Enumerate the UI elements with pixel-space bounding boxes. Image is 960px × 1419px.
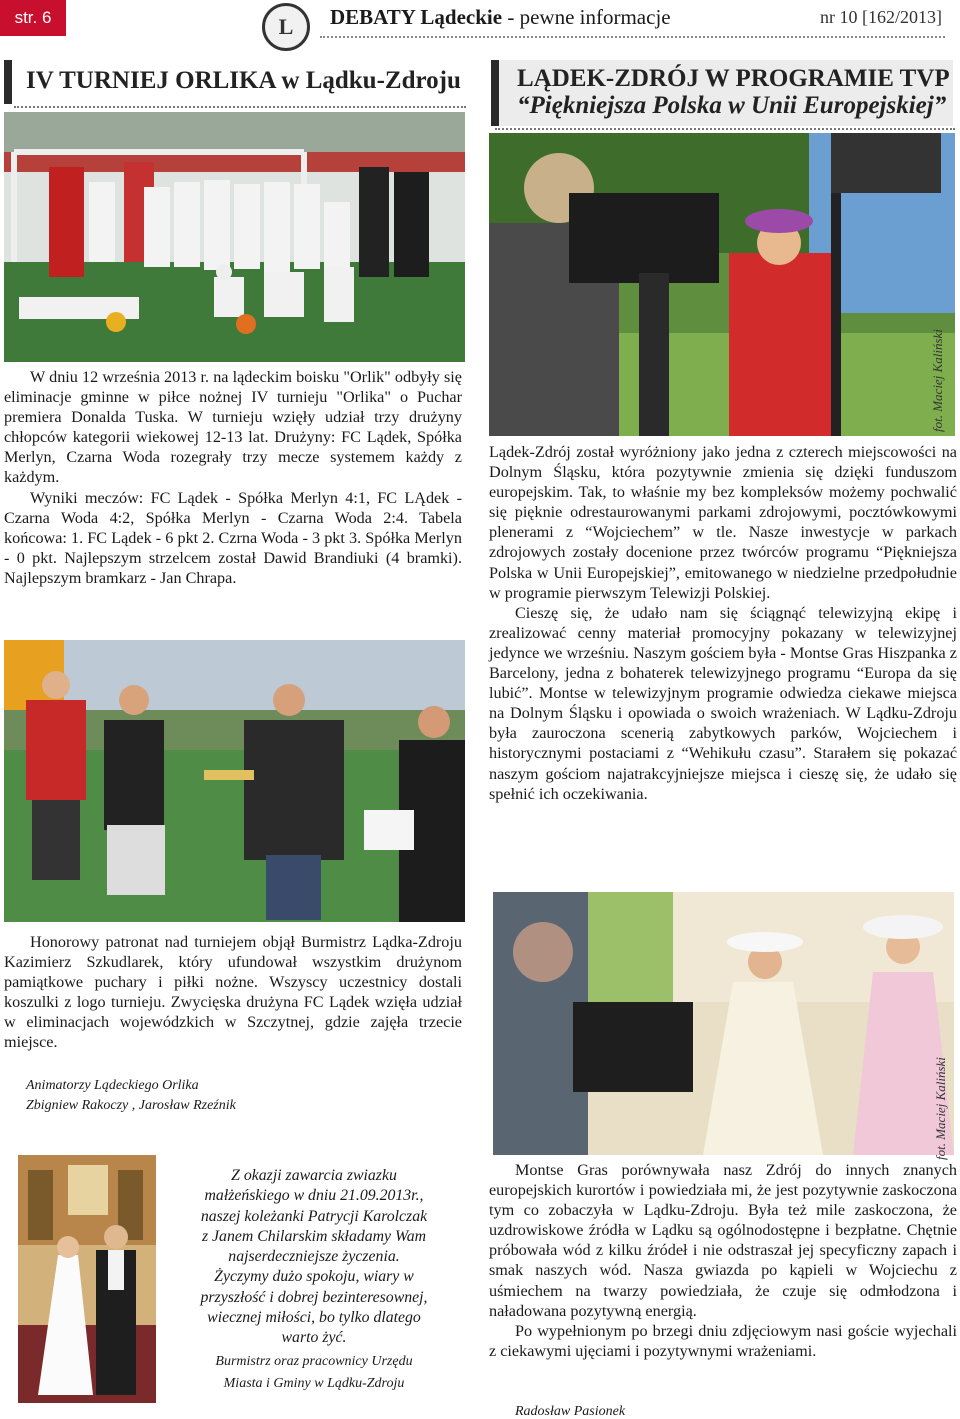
divider-left (14, 106, 466, 108)
photo-credit-2: fot. Maciej Kaliński (933, 1057, 948, 1160)
photo-award-ceremony (4, 640, 465, 922)
photo-team (4, 112, 465, 362)
wish-line-5: najserdeczniejsze życzenia. (228, 1248, 400, 1266)
orlik-text-bottom (4, 932, 462, 1053)
wish-signature-line-1: Burmistrz oraz pracownicy Urzędu (215, 1353, 413, 1369)
tvp-paragraph-1: Lądek-Zdrój został wyróżniony jako jedna z czterech miejscowości na Dolnym Śląsku, która pozytywnie zmienia się dzięki funduszom europejskim. Tak, to właśnie my bez kompleksów możemy pochwalić się pięknie odrestaurowanymi parkami zdrojowymi, pocztówkowymi plenerami z “Wojciechem” w tle. Nasze inwestycje w parkach zdrojowych zostały docenione przez twórców programu “Piękniejsza Polska w Unii Europejskiej”, emitowanego w niedzielne przedpołudnie w programie pierwszym Telewizji Polskiej. (489, 443, 957, 602)
wish-line-8: wiecznej miłości, bo tylko dlatego (207, 1309, 421, 1327)
tvp-author: Radosław Pasionek (515, 1404, 626, 1419)
photo-wedding (18, 1155, 156, 1403)
tvp-paragraph-4: Po wypełnionym po brzegi dniu zdjęciowym nasi goście wyjechali z ciekawymi ujęciami i pozytywnymi wrażeniami. (489, 1321, 957, 1360)
tvp-paragraph-2: Cieszę się, że udało nam się ściągnąć telewizyjną ekipę i zrealizować cenny materiał promocyjny pokazany w telewizyjnej jedynce we wrześniu. Naszym gościem była - Montse Gras Hiszpanka z Barcelony, jedna z bohaterek telewizyjnego programu “Europa da się lubić”. Montse w telewizyjnym programie odwiedza ciekawe miejsca na Dolnym Śląsku i opowiada o swoich wrażeniach. W Lądku-Zdroju była zauroczona scenerią zabytkowych parków, Wojciechem i historycznymi postaciami z “Wehikułu czasu”. Starałem się pokazać naszym gościom najatrakcyjniejsze miejsca i cieszę się, że udało się spełnić ich oczekiwania. (489, 603, 957, 803)
wish-line-4: z Janem Chilarskim składamy Wam (201, 1227, 427, 1245)
newspaper-logo: L (262, 3, 310, 51)
page-number: str. 6 (0, 0, 66, 36)
tvp-text-top (489, 442, 957, 804)
photo-historical-costumes (493, 892, 954, 1155)
orlik-paragraph-2: Wyniki meczów: FC Lądek - Spółka Merlyn 4:1, FC LĄdek - Czarna Woda 4:2, Spółka Merlyn - Czarna Woda 2:4. Tabela końcowa: 1. FC Lądek - 6 pkt 2. Czrna Woda - 3 pkt 3. Spółka Merlyn - 0 pkt. Najlepszym strzelcem został Dawid Brandiuki (4 bramki). Najlepszym bramkarz - Jan Chrapa. (4, 488, 462, 587)
newspaper-name: DEBATY Lądeckie (330, 5, 503, 29)
page-header (0, 0, 960, 40)
issue-number: nr 10 [162/2013] (820, 7, 942, 27)
orlik-text-top (4, 367, 462, 588)
tvp-paragraph-3: Montse Gras porównywała nasz Zdrój do innych znanych europejskich kurortów i powiedziała mi, że jest pozytywnie zaskoczona tym co zobaczyła w Lądku-Zdroju. Była też mile zaskoczona, że uzdrowiskowe źródła w Lądku są ogólnodostępne i bezpłatne. Chętnie próbowała wód z kilku źródeł i nie odstraszał jej specyficzny zapach i smak naszych wód. Nasza gwiazda po kąpieli w Wojciechu z uśmiechem na twarzy powiedziała, że czuje się odmłodzona i naładowana pozytywną energią. (489, 1161, 957, 1320)
divider-right (495, 128, 955, 130)
animators-title: Animatorzy Lądeckiego Orlika (26, 1078, 199, 1093)
newspaper-title (330, 5, 671, 30)
wish-signature (163, 1351, 465, 1395)
article-title-orlik: IV TURNIEJ ORLIKA w Lądku-Zdroju (4, 60, 466, 104)
wish-line-7: przyszłość i dobrej bezinteresownej, (200, 1288, 428, 1306)
tvp-text-bottom (489, 1160, 957, 1361)
wedding-wishes (163, 1166, 465, 1395)
wish-signature-line-2: Miasta i Gminy w Lądku-Zdroju (223, 1375, 405, 1391)
article-title-tvp-line2: “Piękniejsza Polska w Unii Europejskiej” (517, 92, 947, 119)
photo-credit-1: fot. Maciej Kaliński (930, 329, 945, 432)
wish-line-6: Życzymy dużo spokoju, wiary w (214, 1268, 414, 1286)
newspaper-tagline: - pewne informacje (502, 5, 671, 29)
wish-line-1: Z okazji zawarcia zwiazku (231, 1167, 397, 1184)
orlik-paragraph-1: W dniu 12 września 2013 r. na lądeckim boisku "Orlik" odbyły się eliminacje gminne w piłce nożnej IV turnieju "Orlika" o Puchar premiera Donalda Tuska. W turnieju wzięły udział trzy drużyny chłopców kategorii wiekowej 12-13 lat. Drużyny: FC Lądek, Spółka Merlyn, Czarna Woda rozegrały trzy mecze systemem każdy z każdym. (4, 368, 462, 487)
wish-line-9: warto żyć. (281, 1329, 347, 1347)
header-divider (320, 36, 945, 38)
animators-signature (26, 1076, 446, 1116)
wish-line-3: naszej koleżanki Patrycji Karolczak (200, 1207, 428, 1225)
article-title-tvp-line1: LĄDEK-ZDRÓJ W PROGRAMIE TVP (517, 65, 950, 92)
photo-tv-crew (489, 133, 955, 436)
article-title-tvp (491, 60, 953, 126)
wish-line-2: małżeńskiego w dniu 21.09.2013r., (204, 1187, 424, 1205)
animators-names: Zbigniew Rakoczy , Jarosław Rzeźnik (26, 1098, 236, 1113)
orlik-paragraph-3: Honorowy patronat nad turniejem objął Burmistrz Lądka-Zdroju Kazimierz Szkudlarek, który ufundował wszystkim drużynom pamiątkowe puchary i piłki nożne. Wszyscy uczestnicy dostali koszulki z logo turnieju. Zwycięska drużyna FC Lądek wzięła udział w eliminacjach wojewódzkich w Szczytnej, gdzie zajęła trzecie miejsce. (4, 933, 462, 1052)
